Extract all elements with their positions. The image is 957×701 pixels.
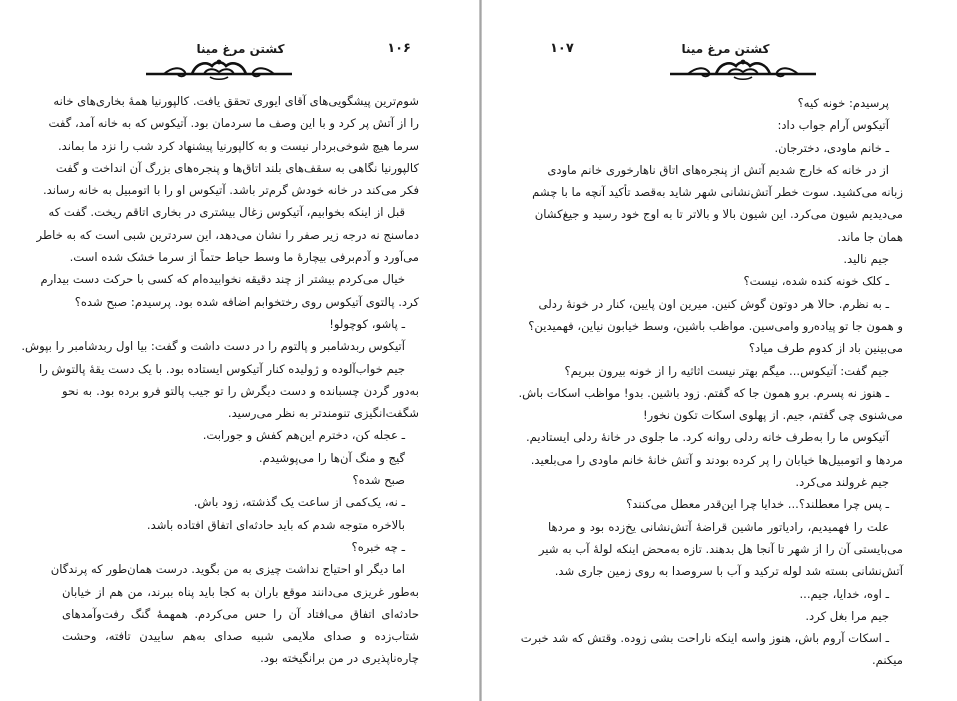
text-line: ـ اوه، خدایا، جیم... [799, 586, 889, 601]
right-page [518, 0, 903, 701]
text-line: جیم نالید. [843, 252, 889, 267]
page-body-text [518, 92, 903, 672]
text-line: خیال می‌کردم بیشتر از چند دقیقه نخوابیده‌ام که کسی با حرکت دست بیدارم [40, 272, 405, 287]
running-title: کشتن مرغ مینا [681, 42, 770, 56]
text-line: شوم‌ترین پیشگویی‌های آقای ایوری تحقق یافت. کالپورنیا همهٔ بخاری‌های خانه [53, 94, 419, 108]
text-line: می‌دیدیم شیون می‌کرد. این شیون بالا و بالاتر تا به اوج خود رسید و جیغ‌کشان [534, 207, 903, 222]
text-line: دماسنج نه درجه زیر صفر را نشان می‌دهد، این سردترین شبی است که به خاطر [36, 227, 419, 242]
text-line: از در خانه که خارج شدیم آتش از پنجره‌های اتاق ناهارخوری خانم ماودی [547, 162, 889, 177]
text-line: پرسیدم: خونه کیه؟ [797, 96, 889, 110]
text-line: آتیکوس آرام جواب داد: [777, 118, 889, 133]
text-line: می‌شنوی چی گفتم، جیم. از پهلوی اسکات تکون نخور! [642, 408, 903, 423]
text-line: مردها و اتومبیل‌ها خیابان را پر کرده بودند و آتش خانهٔ خانم ماودی را می‌بلعید. [530, 452, 903, 467]
text-line: کرد. پالتوی آتیکوس روی رختخوابم اضافه شده بود. پرسیدم: صبح شده؟ [74, 294, 419, 309]
text-line: می‌آورد و آدم‌برفی بیچارهٔ ما وسط حیاط حتماً از سرما خشک شده است. [69, 250, 419, 265]
page-body-text [21, 90, 419, 670]
text-line: سرما هیچ شوخی‌بردار نیست و به کالپورنیا پیشنهاد کرد شب را نزد ما بماند. [57, 138, 419, 153]
text-line: ـ نه، یک‌کمی از ساعت یک گذشته، زود باش. [193, 495, 405, 510]
text-line: فکر می‌کند در خانه خودش گرم‌تر باشد. آتیکوس او را با اتومبیل به خانه رساند. [43, 183, 419, 198]
text-line: بالاخره متوجه شدم که باید حادثه‌ای اتفاق افتاده باشد. [146, 517, 405, 532]
text-line: به‌طور غریزی می‌دانند موقع باران به کجا باید پناه ببرند، من هم از خیابان [62, 584, 419, 599]
text-line: قبل از اینکه بخوابیم، آتیکوس زغال بیشتری در بخاری اتاقم ریخت. گفت که [48, 205, 405, 220]
text-line: گیج و منگ آن‌ها را می‌پوشیدم. [258, 450, 405, 465]
text-line: شتاب‌زده و صدای ملایمی شبیه صدای به‌هم ساییدن تافته، وحشت [62, 629, 419, 644]
text-line: جیم غرولند می‌کرد. [795, 475, 889, 490]
text-line: ـ عجله کن، دخترم این‌هم کفش و جورابت. [202, 428, 405, 443]
text-line: ـ اسکات آروم باش، هنوز واسه اینکه ناراحت بشی زوده. وقتش که شد خبرت [520, 631, 889, 646]
text-line: شگفت‌انگیزی تنومندتر به نظر می‌رسید. [227, 406, 419, 421]
ornament-divider [668, 57, 818, 81]
text-line: به‌دور گردن چسبانده و دست دیگرش را تو جیب پالتو فرو برده بود. به نحو [62, 383, 419, 398]
running-title: کشتن مرغ مینا [196, 42, 285, 56]
book-gutter [479, 0, 482, 701]
text-line: چاره‌ناپذیری در من برانگیخته بود. [260, 651, 419, 666]
text-line: ـ چه خبره؟ [351, 539, 405, 554]
text-line: ـ پاشو، کوچولو! [329, 316, 405, 331]
page-number: ۱۰۷ [550, 41, 574, 56]
text-line: ـ به نظرم. حالا هر دوتون گوش کنین. میرین اون پایین، کنار در خونهٔ ردلی [538, 296, 889, 311]
text-line: را از آتش پر کرد و با این وصف ما سردمان بود. آتیکوس که به خانه آمد، گفت [48, 116, 419, 131]
left-page [21, 0, 419, 701]
text-line: جیم گفت: آتیکوس... میگم بهتر نیست اثاثیه را از خونه بیرون ببریم؟ [564, 363, 889, 378]
text-line: آتش‌نشانی بسته شد لوله ترکید و آب با سروصدا به روی زمین جاری شد. [554, 564, 903, 579]
text-line: و همون جا تو پیاده‌رو وامی‌سین. مواظب باشین، وسط خیابون نیاین، فهمیدین؟ [528, 318, 903, 333]
text-line: میکنم. [871, 653, 903, 668]
text-line: اما دیگر او احتیاج نداشت چیزی به من بگوید. درست همان‌طور که پرندگان [50, 562, 405, 577]
text-line: ـ خانم ماودی، دخترجان. [774, 140, 889, 155]
text-line: جیم مرا بغل کرد. [805, 608, 889, 623]
ornament-divider [144, 57, 294, 81]
text-line: می‌بینین باد از کدوم طرف میاد؟ [748, 341, 903, 356]
text-line: صبح شده؟ [352, 473, 405, 488]
text-line: می‌بایستی آن را از شهر تا آنجا هل بدهند. تازه به‌محض اینکه لولهٔ آب به شیر [538, 541, 903, 556]
text-line: کالپورنیا نگاهی به سقف‌های بلند اتاق‌ها و پنجره‌های بزرگ آن انداخت و گفت [55, 160, 419, 175]
text-line: زبانه می‌کشید. سوت خطر آتش‌نشانی شهر شاید به‌قصد تأکید آنچه ما با چشم [532, 185, 903, 200]
text-line: آتیکوس ما را به‌طرف خانه ردلی روانه کرد. ما جلوی در خانهٔ ردلی ایستادیم. [525, 430, 889, 445]
text-line: ـ پس چرا معطلند؟... خدایا چرا این‌قدر معطل می‌کنند؟ [626, 497, 889, 512]
text-line: حادثه‌ای اتفاق می‌افتاد آن را حس می‌کردم. همهمهٔ گنگ رفت‌وآمدهای [62, 606, 419, 621]
text-line: ـ کلک خونه کنده شده، نیست؟ [743, 274, 889, 289]
text-line: جیم خواب‌آلوده و ژولیده کنار آتیکوس ایستاده بود. با یک دست یقهٔ پالتوش را [39, 361, 405, 376]
text-line: ـ هنوز نه پسرم. برو همون جا که گفتم. زود باشین. بدو! مواظب اسکات باش. [518, 385, 889, 400]
text-line: همان جا ماند. [837, 229, 903, 244]
text-line: آتیکوس ربدشامبر و پالتوم را در دست داشت و گفت: بیا اول ربدشامبر را بپوش. [21, 339, 405, 354]
text-line: علت را فهمیدیم، رادیاتور ماشین قراضهٔ آتش‌نشانی یخ‌زده بود و مردها [548, 519, 889, 534]
page-number: ۱۰۶ [387, 41, 411, 56]
